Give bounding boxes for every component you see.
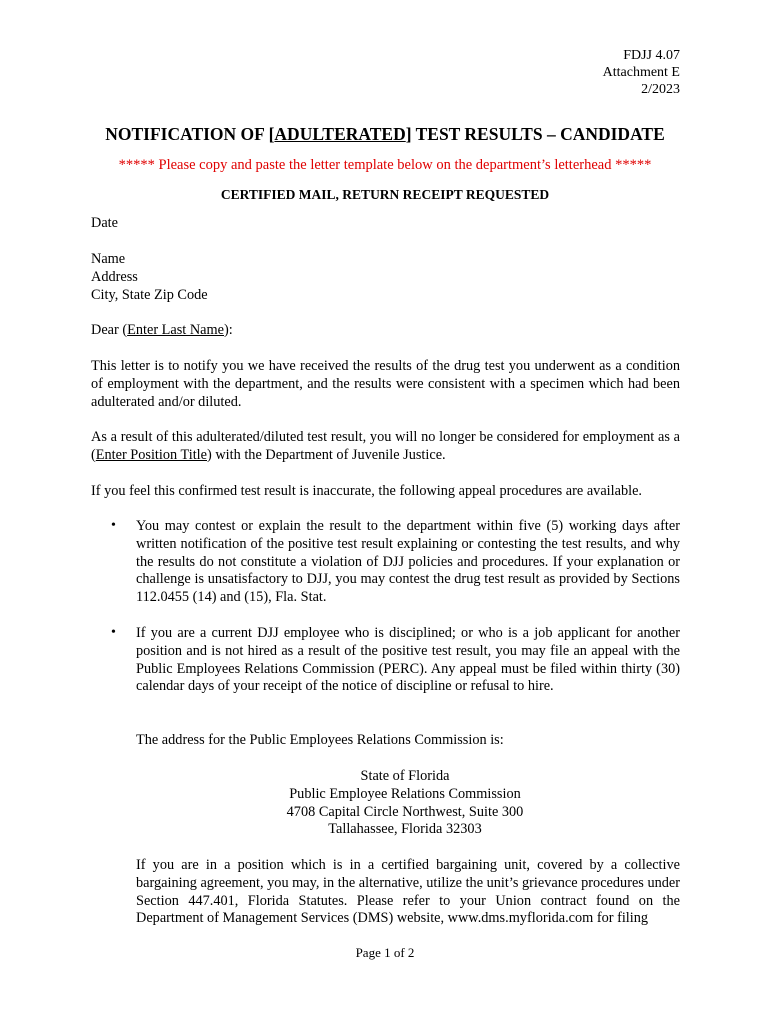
form-header (603, 47, 680, 98)
attachment-label: Attachment E (602, 65, 680, 80)
date-field: Date (91, 215, 118, 231)
bullet-icon: • (111, 625, 116, 640)
page-title: NOTIFICATION OF [ADULTERATED] TEST RESULTS – CANDIDATE (105, 124, 665, 144)
perc-intro: The address for the Public Employees Relations Commission is: (136, 732, 504, 748)
salutation: Dear (Enter Last Name): (91, 322, 233, 338)
page-number: Page 1 of 2 (355, 945, 415, 960)
perc-address-line: State of Florida (360, 768, 450, 784)
perc-address-line: Tallahassee, Florida 32303 (328, 821, 482, 838)
mail-notice: CERTIFIED MAIL, RETURN RECEIPT REQUESTED (220, 187, 550, 202)
perc-address-line: 4708 Capital Circle Northwest, Suite 300 (286, 803, 524, 820)
paragraph-union: If you are in a position which is in a certified bargaining unit, covered by a collective bargaining agreement, you may, in the alternative, utilize the unit’s grievance procedures under Section 447.401, Florida Statutes. Please refer to your Union contract found on the Department of Management Services (DMS) website, www.dms.myflorida.com for filing (136, 857, 680, 927)
recipient-block (91, 251, 680, 304)
bullet-item: If you are a current DJJ employee who is disciplined; or who is a job applicant for another position and is not hired as a result of the positive test result, you may file an appeal with the Public Employees Relations Commission (PERC). Any appeal must be filed within thirty (30) calendar days of your receipt of the notice of discipline or refusal to hire. (136, 625, 680, 695)
recipient-name: Name (91, 251, 126, 267)
bullet-icon: • (111, 518, 116, 533)
form-date: 2/2023 (641, 82, 680, 97)
perc-address-line: Public Employee Relations Commission (289, 785, 521, 802)
recipient-address: Address (91, 268, 138, 285)
position-title-placeholder: Enter Position Title (95, 446, 207, 463)
last-name-placeholder: Enter Last Name (127, 322, 224, 338)
paragraph-notification: This letter is to notify you we have received the results of the drug test you underwent as a condition of employment with the department, and the results were consistent with a specimen which had been adulterated and/or diluted. (91, 358, 680, 410)
form-id: FDJJ 4.07 (623, 48, 680, 63)
paragraph-consideration: As a result of this adulterated/diluted test result, you will no longer be considered for employment as a (Enter Position Title) with the Department of Juvenile Justice. (91, 429, 680, 463)
perc-address (0, 768, 770, 839)
bullet-item: You may contest or explain the result to the department within five (5) working days after written notification of the positive test result explaining or contesting the test results, and why the results do not constitute a violation of DJJ policies and procedures. If your explanation or challenge is unsatisfactory to DJJ, you may contest the drug test result as provided by Sections 112.0455 (14) and (15), Fla. Stat. (136, 518, 680, 606)
title-underlined-term: ADULTERATED (274, 124, 406, 144)
recipient-city: City, State Zip Code (91, 286, 208, 303)
paragraph-appeal-intro: If you feel this confirmed test result is inaccurate, the following appeal procedures are available. (91, 483, 643, 499)
letterhead-instruction: ***** Please copy and paste the letter template below on the department’s letterhead ***** (118, 157, 652, 173)
